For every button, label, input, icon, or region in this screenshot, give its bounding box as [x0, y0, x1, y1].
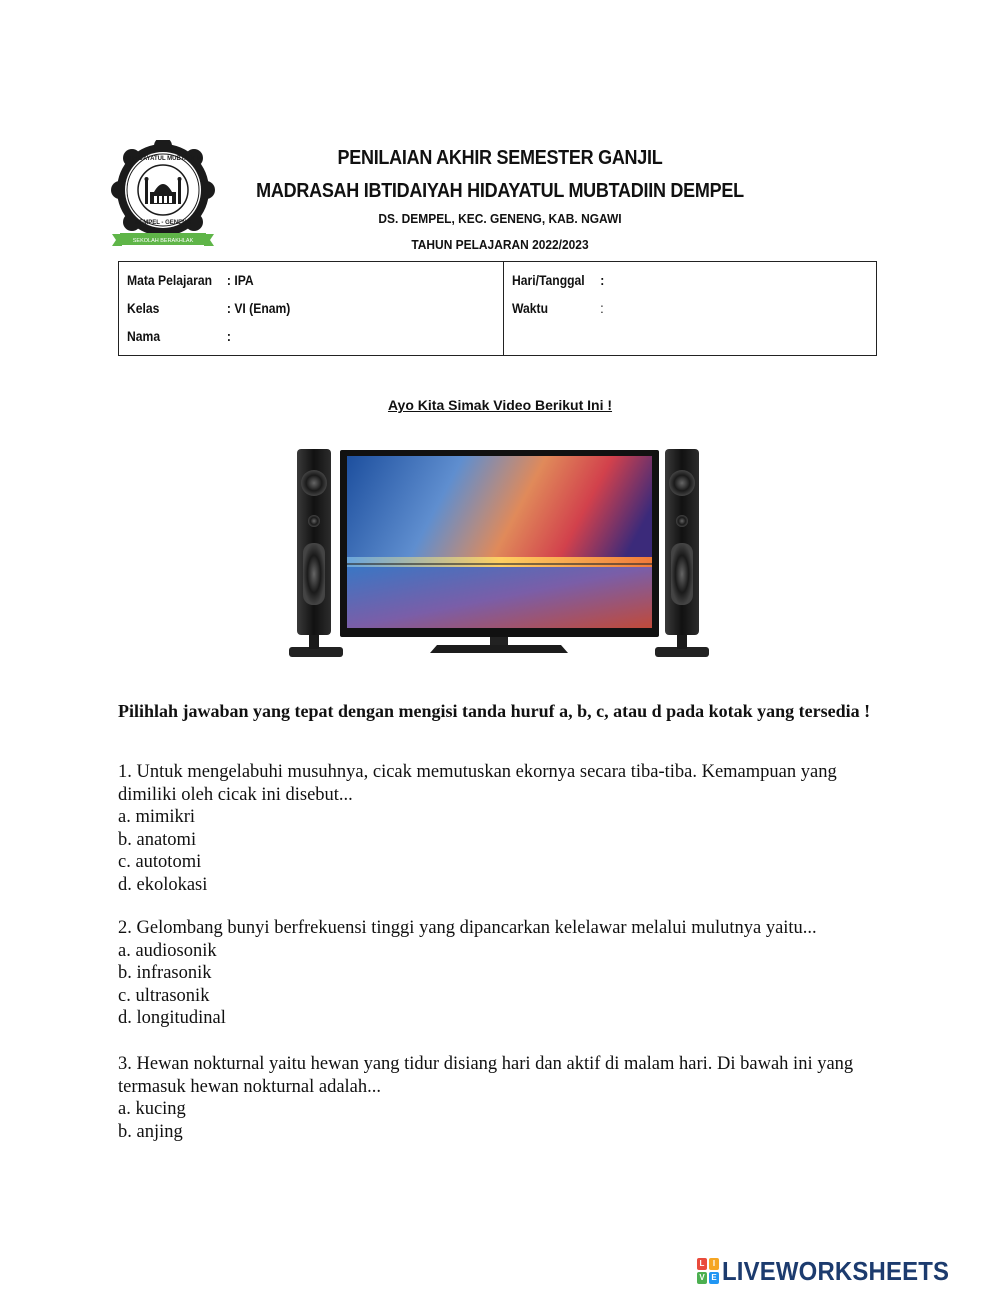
school-name: MADRASAH IBTIDAIYAH HIDAYATUL MUBTADIIN DEMPEL	[256, 180, 744, 202]
class-row	[127, 301, 291, 316]
question-3-text: 3. Hewan nokturnal yaitu hewan yang tidur disiang hari dan aktif di malam hari. Di bawah ini yang termasuk hewan nokturnal adalah...	[118, 1054, 854, 1097]
question-2-text: 2. Gelombang bunyi berfrekuensi tinggi yang dipancarkan kelelawar melalui mulutnya yaitu...	[118, 918, 817, 938]
info-right-column	[504, 262, 876, 355]
brand-name: LIVEWORKSHEETS	[722, 1255, 950, 1286]
date-label: Hari/Tanggal	[512, 273, 585, 288]
name-row[interactable]	[127, 329, 231, 344]
video-prompt: Ayo Kita Simak Video Berikut Ini !	[387, 397, 613, 413]
logo-ring-text: MI HIDAYATUL MUBTADI'IN	[124, 156, 202, 162]
logo-letter-v: V	[697, 1272, 707, 1284]
info-left-column	[119, 262, 504, 355]
question-1-text: 1. Untuk mengelabuhi musuhnya, cicak memutuskan ekornya secara tiba-tiba. Kemampuan yang dimiliki oleh cicak ini disebut...	[118, 762, 837, 805]
date-value: :	[600, 273, 605, 288]
school-logo	[108, 140, 218, 248]
exam-title: PENILAIAN AKHIR SEMESTER GANJIL	[337, 147, 663, 169]
question-1-option-c[interactable]: c. autotomi	[118, 852, 202, 872]
logo-bottom-text: DEMPEL - GENENG	[134, 220, 192, 226]
class-label: Kelas	[127, 301, 160, 316]
logo-letter-e: E	[709, 1272, 719, 1284]
logo-letter-i: I	[709, 1258, 719, 1270]
name-value: :	[226, 329, 231, 344]
question-2-option-a[interactable]: a. audiosonik	[118, 940, 217, 961]
question-1-option-d[interactable]: d. ekolokasi	[118, 874, 208, 895]
subject-value: : IPA	[226, 273, 254, 288]
instruction-text: Pilihlah jawaban yang tepat dengan mengisi tanda huruf a, b, c, atau d pada kotak yang tersedia !	[118, 701, 871, 721]
subject-row	[127, 273, 254, 288]
date-row[interactable]	[512, 273, 605, 288]
logo-letter-l: L	[697, 1258, 707, 1270]
time-label: Waktu	[512, 301, 548, 316]
student-info-box	[118, 261, 877, 356]
question-1-option-a[interactable]: a. mimikri	[118, 807, 196, 827]
academic-year: TAHUN PELAJARAN 2022/2023	[411, 237, 589, 252]
subject-label: Mata Pelajaran	[127, 273, 213, 288]
question-1-option-b[interactable]: b. anatomi	[118, 829, 197, 850]
time-value: :	[600, 301, 604, 316]
class-value: : VI (Enam)	[226, 301, 291, 316]
time-row[interactable]	[512, 301, 604, 316]
question-3-option-a[interactable]: a. kucing	[118, 1099, 186, 1119]
school-address: DS. DEMPEL, KEC. GENENG, KAB. NGAWI	[378, 211, 622, 226]
question-3-option-b[interactable]: b. anjing	[118, 1121, 183, 1142]
tv-with-speakers-icon[interactable]	[285, 447, 717, 663]
question-2	[118, 917, 888, 1030]
liveworksheets-logo-icon	[697, 1258, 719, 1284]
question-1	[118, 761, 888, 896]
logo-ribbon-text: SEKOLAH BERAKHLAK	[132, 238, 194, 244]
question-2-option-b[interactable]: b. infrasonik	[118, 963, 212, 983]
question-2-option-d[interactable]: d. longitudinal	[118, 1008, 226, 1028]
question-2-option-c[interactable]: c. ultrasonik	[118, 985, 210, 1006]
question-3	[118, 1053, 888, 1143]
name-label: Nama	[127, 329, 161, 344]
liveworksheets-brand[interactable]	[697, 1255, 969, 1287]
